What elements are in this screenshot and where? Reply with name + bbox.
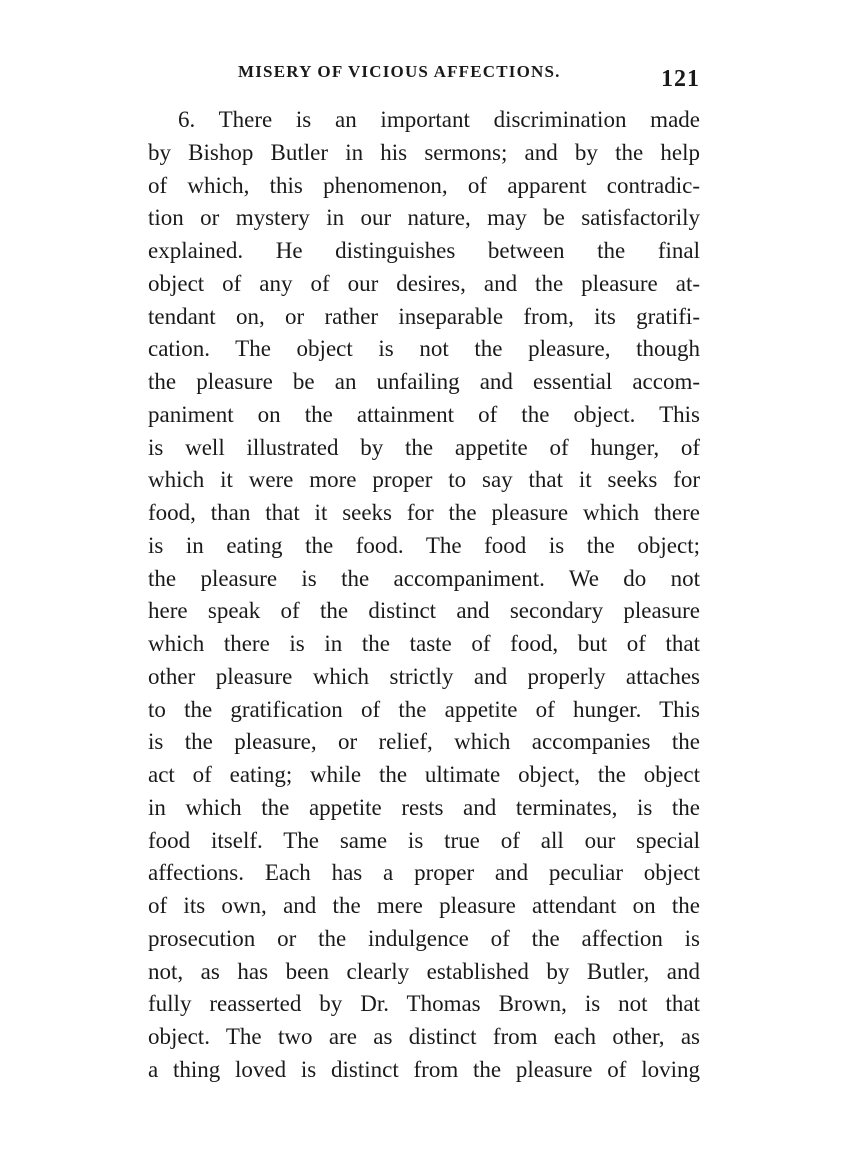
text-line: the pleasure is the accompaniment. We do not: [148, 565, 700, 591]
text-line: here speak of the distinct and secondary pleasure: [148, 598, 700, 624]
text-line: affections. Each has a proper and peculiar object: [148, 860, 700, 886]
text-line: act of eating; while the ultimate object, the object: [148, 762, 700, 787]
text-line: 6. There is an important discrimination made: [178, 107, 700, 132]
text-line: food, than that it seeks for the pleasure which there: [148, 500, 700, 525]
text-line: a thing loved is distinct from the pleasure of loving: [148, 1056, 700, 1082]
text-line: explained. He distinguishes between the final: [148, 238, 700, 263]
text-line: by Bishop Butler in his sermons; and by the help: [148, 139, 700, 165]
text-line: prosecution or the indulgence of the affection is: [148, 925, 700, 951]
text-line: is in eating the food. The food is the object;: [148, 532, 700, 558]
text-line: which there is in the taste of food, but of that: [148, 631, 700, 656]
text-line: object of any of our desires, and the pleasure at-: [148, 270, 700, 296]
body-text: [148, 104, 700, 1087]
text-line: tion or mystery in our nature, may be satisfactorily: [148, 205, 700, 231]
text-line: which it were more proper to say that it seeks for: [148, 467, 700, 493]
text-line: food itself. The same is true of all our special: [148, 827, 700, 853]
page-number: 121: [661, 66, 700, 92]
text-line: not, as has been clearly established by Butler, and: [148, 958, 700, 984]
text-line: in which the appetite rests and terminates, is the: [148, 794, 700, 820]
text-line: of which, this phenomenon, of apparent contradic-: [148, 172, 700, 198]
text-line: to the gratification of the appetite of hunger. This: [148, 696, 700, 722]
text-line: other pleasure which strictly and properly attaches: [148, 663, 700, 689]
text-line: fully reasserted by Dr. Thomas Brown, is not that: [148, 991, 700, 1017]
running-head: [148, 62, 700, 92]
text-line: of its own, and the mere pleasure attendant on the: [148, 893, 700, 918]
text-line: tendant on, or rather inseparable from, its gratifi-: [148, 303, 700, 329]
text-line: the pleasure be an unfailing and essential accom-: [148, 369, 700, 394]
text-line: is well illustrated by the appetite of hunger, of: [148, 434, 700, 460]
text-line: cation. The object is not the pleasure, though: [148, 336, 700, 362]
text-line: paniment on the attainment of the object. This: [148, 401, 700, 427]
text-line: object. The two are as distinct from each other, as: [148, 1024, 700, 1049]
text-line: is the pleasure, or relief, which accompanies the: [148, 729, 700, 755]
running-title: MISERY OF VICIOUS AFFECTIONS.: [238, 62, 561, 81]
